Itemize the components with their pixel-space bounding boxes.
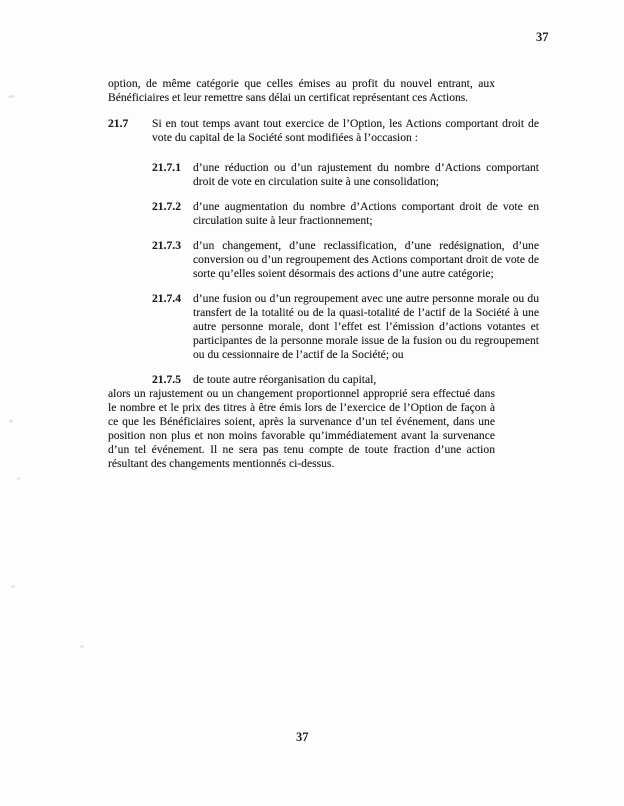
clause-number: 21.7 [108,117,129,130]
page-number-bottom: 37 [296,730,309,744]
subclause-number: 21.7.5 [152,373,181,386]
scan-artifact [9,419,13,423]
clause-21-7 [108,117,540,145]
subclause-21-7-4 [152,292,540,362]
subclause-number: 21.7.1 [152,161,181,174]
subclause-text: d’un changement, d’une reclassification, d’une redésignation, d’une conversion ou d’un regroupement des Actions comportant droit de vote de sorte qu’elles soient désormais des actions d’une autre catégorie; [193,239,539,280]
subclause-21-7-3 [152,239,540,281]
subclause-number: 21.7.3 [152,239,181,252]
subclause-21-7-1 [152,161,540,189]
subclause-text: d’une augmentation du nombre d’Actions comportant droit de vote en circulation suite à leur fractionnement; [193,200,539,227]
subclause-21-7-5 [152,373,540,387]
subclause-text: d’une réduction ou d’un rajustement du nombre d’Actions comportant droit de vote en circulation suite à une consolidation; [193,161,539,188]
scan-artifact [8,95,15,98]
subclause-number: 21.7.2 [152,200,181,213]
scan-artifact [17,477,20,480]
scan-artifact [80,645,84,648]
subclause-text: de toute autre réorganisation du capital, [193,373,377,386]
subclause-21-7-2 [152,200,540,228]
clause-text: Si en tout temps avant tout exercice de l’Option, les Actions comportant droit de vote du capital de la Société sont modifiées à l’occasion : [152,117,539,144]
subclause-number: 21.7.4 [152,292,181,305]
closing-paragraph: alors un rajustement ou un changement proportionnel approprié sera effectué dans le nombre et le prix des titres à être émis lors de l’exercice de l’Option de façon à ce que les Bénéficiaires soient, après la survenance d’un tel événement, dans une position non plus et non moins favorable qu’immédiatement avant la survenance d’un tel événement. Il ne sera pas tenu compte de toute fraction d’une action résultant des changements mentionnés ci-dessus. [108,387,495,470]
page-content [108,77,540,471]
scan-artifact [11,585,15,588]
page-number-top: 37 [536,30,549,44]
intro-paragraph: option, de même catégorie que celles émises au profit du nouvel entrant, aux Bénéficiaires et leur remettre sans délai un certificat représentant ces Actions. [108,77,495,104]
subclause-text: d’une fusion ou d’un regroupement avec une autre personne morale ou du transfert de la totalité ou de la quasi-totalité de l’actif de la Société à une autre personne morale, dont l’effet est l’émission d’actions votantes et participantes de la personne morale issue de la fusion ou du regroupement ou du cessionnaire de l’actif de la Société; ou [193,292,539,361]
